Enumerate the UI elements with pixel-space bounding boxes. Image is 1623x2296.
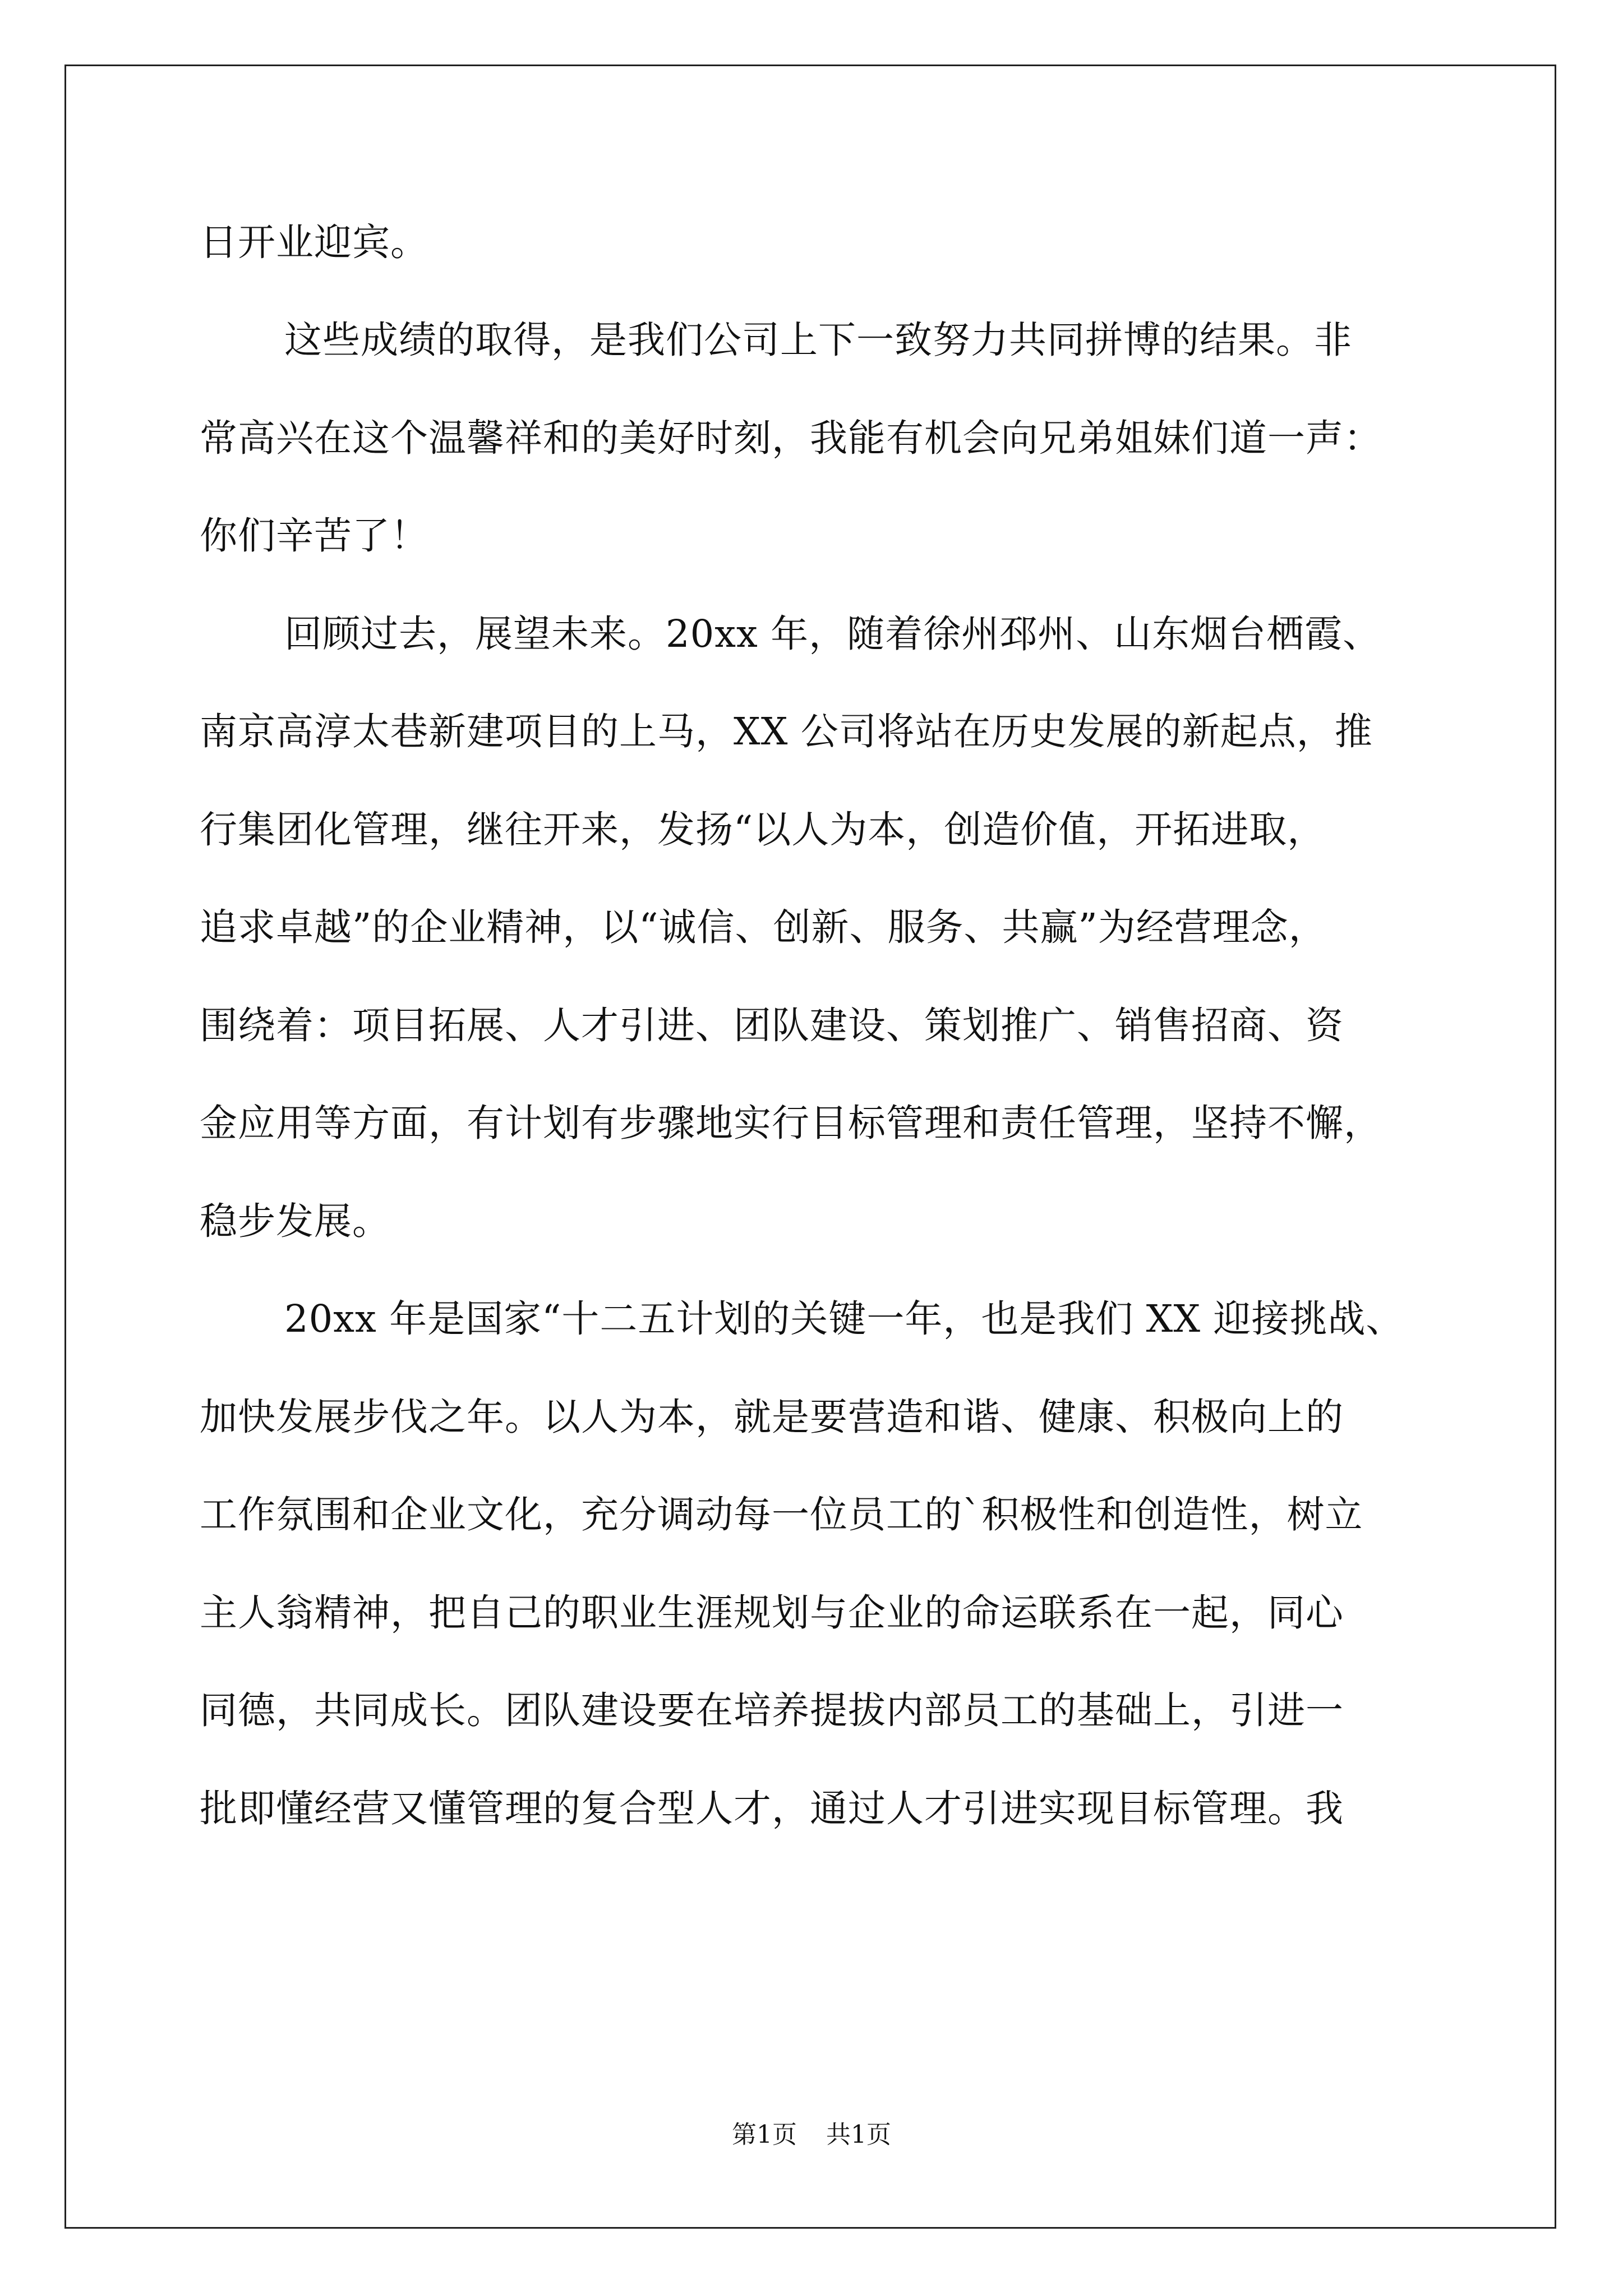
text-line: 同德，共同成长。团队建设要在培养提拔内部员工的基础上，引进一 [200,1688,1344,1732]
text-line: 工作氛围和企业文化，充分调动每一位员工的`积极性和创造性，树立 [200,1493,1363,1536]
page-frame [64,65,1556,2229]
paragraph-first-line: 20xx 年是国家“十二五计划的关键一年，也是我们 XX 迎接挑战、 [284,1297,1404,1341]
text-line: 批即懂经营又懂管理的复合型人才，通过人才引进实现目标管理。我 [200,1787,1344,1830]
page-count: 共1页 [826,2120,891,2149]
text-line: 常高兴在这个温馨祥和的美好时刻，我能有机会向兄弟姐妹们道一声： [200,416,1382,460]
page-footer [0,2119,1623,2151]
paragraph-first-line: 这些成绩的取得，是我们公司上下一致努力共同拼博的结果。非 [284,318,1352,362]
text-line: 主人翁精神，把自己的职业生涯规划与企业的命运联系在一起，同心 [200,1591,1344,1635]
paragraph-first-line: 回顾过去，展望未来。20xx 年，随着徐州邳州、山东烟台栖霞、 [284,612,1381,656]
text-line: 稳步发展。 [200,1199,390,1243]
text-line: 你们辛苦了！ [200,514,428,558]
text-line: 日开业迎宾。 [200,220,428,264]
text-line: 南京高淳太巷新建项目的上马，XX 公司将站在历史发展的新起点，推 [200,710,1373,753]
text-line: 金应用等方面，有计划有步骤地实行目标管理和责任管理，坚持不懈， [200,1101,1382,1145]
text-line: 围绕着：项目拓展、人才引进、团队建设、策划推广、销售招商、资 [200,1004,1344,1047]
text-line: 加快发展步伐之年。以人为本，就是要营造和谐、健康、积极向上的 [200,1395,1344,1439]
text-line: 行集团化管理，继往开来，发扬“以人为本，创造价值，开拓进取， [200,808,1326,852]
page-number: 第1页 [732,2120,797,2149]
text-line: 追求卓越”的企业精神，以“诚信、创新、服务、共赢”为经营理念， [200,905,1327,949]
